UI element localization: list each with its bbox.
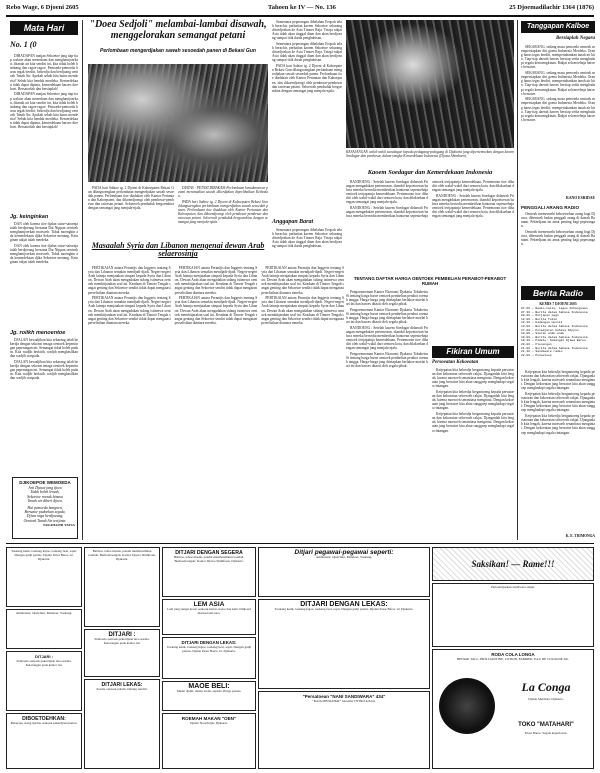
flash-news-paragraph-3: PADA hari Sabtoe tg. 2 Djoeni di Kaboepaten Bekasi Gun dilangsoengkan perlombaan mengerdjakan sawah sesoedah panen. Perlombaan itoe diadakan oleh Kantor Pertanian dan Kaboepaten, dan dikoendjoengi oleh pembesar-pembesar dan ratoesan petani. Seloeroeh penduduk bergoembira dengan semangat jang menjala-njala.	[272, 64, 342, 93]
fikiran-umum-subhead: Persoeatan Kekoeatan	[432, 360, 479, 365]
photo-caption	[178, 186, 268, 238]
berita-radio-banner: Berita Radio	[521, 286, 595, 300]
ad-box	[6, 713, 82, 769]
masthead-rule	[6, 15, 594, 17]
mata-hari-paragraph-2b: DAN oleh karena itoe djalan satoe-satoenja ialah berdjoeang bersama Dai Nippon oentoek menghantjoerkan moesoeh. Tidak moengkin ada kemerdekaan djika Sekoetoe menang. Keinginan rakjat ialah merdeka.	[10, 244, 78, 265]
ad-box	[162, 637, 256, 679]
flash-news-paragraph: Sementara peperangan dibelahan Eropah telah berachir, perhatian kaoem Sekoetoe sekarang ditoedjoekan ke Asia Timoer Raja. Tetapi rakjat Asia tidak akan tinggal diam dan akan berdjoeang sampai titik darah penghabisan.	[272, 20, 342, 41]
ad-box	[432, 583, 594, 647]
price-list-paragraph: Pengoemoeman Kantor Ekonomi Djakarta Tokubetsu Si tentang harga baroe oentoek pembelian perabot roemah tangga. Harga-harga jang ditetapkan berlakoe moelai hari ini dan haroes ditaati oleh segala pihak.	[346, 290, 428, 307]
mata-hari-banner: Mata Hari	[10, 21, 78, 35]
price-list-paragraph-3: BANDOENG : Setelah kaoem Soedagar didaerah Priangan mengadakan pertemoean, diambil kepoetoesan bahwa mereka bersedia memberikan bantoean sepenoehnja oentoek tertjapainja kemerdekaan. Pertemoean itoe dihadiri oleh wakil-wakil dari semoea kota, dan dilakoekan dengan semangat jang menjala-njala.	[346, 325, 428, 351]
ads-rule	[6, 543, 594, 544]
right-column-paragraph-2: Ketjepatan kita bekerdja bergantoeng kepada persatoean dan kekoeatan seloeroeh rakjat. Djanganlah kita lengah, karena moesoeh senantiasa mengintai. Dengan kekoeatan jang bersatoe kita akan sanggoep menghadapi segala rintangan.	[521, 392, 595, 413]
fikiran-umum-paragraph-3: Ketjepatan kita bekerdja bergantoeng kepada persatoean dan kekoeatan seloeroeh rakjat. Djanganlah kita lengah, karena moesoeh senantiasa mengintai. Dengan kekoeatan jang bersatoe kita akan sanggoep menghadapi segala rintangan.	[432, 412, 514, 433]
poem-line: Bersatoe padoekan segala,	[24, 510, 66, 515]
ad-title: DITJARI :	[35, 654, 53, 659]
ad-title: DIBOETOEHKAN:	[22, 716, 66, 722]
poem-line: Tanah air diberi djiwa.	[27, 499, 63, 504]
poem-line: Oentoek Tanah Air tertjinta.	[23, 518, 67, 523]
masthead-hijri-date: 25 Djoemadilachir 1364 (1876)	[509, 4, 594, 11]
radio-row: 12.00 — Berita Tokio	[521, 317, 558, 321]
berita-radio-date: KEMIS 7 DJOENI 2605	[539, 302, 577, 306]
fikiran-signature: K. E. TRIMONGA	[565, 534, 595, 538]
right-column-paragraph-3: Ketjepatan kita bekerdja bergantoeng kepada persatoean dan kekoeatan seloeroeh rakjat. Djanganlah kita lengah, karena moesoeh senantiasa mengintai. Dengan kekoeatan jang bersatoe kita akan sanggoep menghadapi segala rintangan.	[521, 414, 595, 435]
ad-box	[84, 679, 160, 769]
column-divider	[82, 20, 83, 540]
ad-text: Koelie oentoek pabrik. Datang sendiri.	[96, 688, 148, 691]
ad-box	[258, 691, 430, 769]
tanggapan-body	[521, 45, 595, 195]
price-list-headline: TENTANG DAFTAR HARGA OENTOEK PEMBELIAN PERABOT-PERABOT RUMAH	[353, 276, 507, 286]
poem-line: Tidak boleh lemah,	[30, 490, 60, 495]
ad-banner	[432, 547, 594, 581]
ad-text: Pertoendjoekan sandiwara rakjat.	[491, 586, 535, 589]
main-subheadline: Perlombaan mengerdjakan sawah sesoedah panen di Bekasi Gun	[100, 48, 256, 54]
ad-title: "Persatoean "NANI SANDIWARA" 434"	[302, 694, 386, 699]
fikiran-umum-body	[432, 368, 514, 540]
poem-box	[12, 477, 78, 539]
ad-text: Babboe, tahoe masak, pandai membersihkan roemah. Berhoeboengan: Kantor Djawa Shimboen, Djakarta.	[88, 550, 156, 561]
merchants-paragraph-3: BANDOENG : Setelah kaoem Soedagar didaerah Priangan mengadakan pertemoean, diambil kepoetoesan bahwa mereka bersedia memberikan bantoean sepenoehnja oentoek tertjapainja kemerdekaan. Pertemoean itoe dihadiri oleh wakil-wakil dari semoea kota, dan dilakoekan dengan semangat jang menjala-njala.	[432, 193, 514, 219]
syria-paragraph: PERTIKAIAN antara Perantjis dan Inggeris tentang Syria dan Libanon semakin mendjadi-djadi. Negeri-negeri Arab lainnja menjatakan simpati kepada Syria dan Libanon. Dewan Arab akan mengadakan sidang istimewa oentoek membitjarakan soal ini. Keadaan di Timoer Tengah sangat genting dan Sekoetoe sendiri tidak dapat mengatasi perselisihan diantara mereka.	[88, 266, 171, 295]
ad-box	[162, 599, 256, 635]
product-logo-icon	[439, 678, 495, 734]
ad-text: Pemoeda oentoek pekerdjaan tata-oesaha. Keterangan pada kantor ini.	[94, 638, 150, 645]
radio-row: 22.00 — Penoetoep	[521, 353, 552, 357]
ad-la-conga: La Conga	[521, 680, 571, 694]
poem-line: Djiwa raga berdjoeang,	[26, 514, 64, 519]
mata-hari-subhead-2: Jg. roiikh menoentoe	[10, 330, 66, 336]
penggali-body	[521, 212, 595, 282]
ad-text: Djalan Noordwijk, Djakarta.	[190, 722, 228, 725]
masthead-issue: Tahoen ke IV — No. 136	[268, 4, 336, 11]
penggali-headline: PENGGALI ARANG RADIO	[521, 205, 580, 210]
fikiran-umum-paragraph-2: Ketjepatan kita bekerdja bergantoeng kepada persatoean dan kekoeatan seloeroeh rakjat. Djanganlah kita lengah, karena moesoeh senantiasa mengintai. Dengan kekoeatan jang bersatoe kita akan sanggoep menghadapi segala rintangan.	[432, 390, 514, 411]
merchants-caption: KESAJANGAN wakil-wakil saoedagar kepada pedagang-pedagang di Djakarta jang dipertemoekan dengan kaoem Soedagar dan pembesar, dalam rangka Kemerdekaan Indonesia (Djawa Shimboen).	[346, 150, 514, 159]
ad-box	[258, 599, 430, 689]
ad-box-cola	[432, 649, 594, 769]
radio-row: 18.00 — Siaran anak-anak	[521, 332, 565, 336]
ad-text: Ambtenaar, Opzichter, Mandoer, Toekang.	[15, 612, 73, 615]
merchants-photo	[346, 20, 514, 148]
ad-text: Toekang ketik, toekang kajoe, toekang besi, sopir. Dengan gadji pantas. Djalan Pasar Baroe 12, Djakarta.	[166, 646, 252, 653]
ad-box	[258, 547, 430, 597]
main-article-continued: PADA hari Sabtoe tg. 2 Djoeni di Kaboepaten Bekasi Gun dilangsoengkan perlombaan mengerdjakan sawah sesoedah panen. Perlombaan itoe diadakan oleh Kantor Pertanian dan Kaboepaten, dan dikoendjoengi oleh pembesar-pembesar dan ratoesan petani. Seloeroeh penduduk bergoembira dengan semangat jang menjala-njala.	[178, 199, 268, 225]
price-list-paragraph-2: Pengoemoeman Kantor Ekonomi Djakarta Tokubetsu Si tentang harga baroe oentoek pembelian perabot roemah tangga. Harga-harga jang ditetapkan berlakoe moelai hari ini dan haroes ditaati oleh segala pihak.	[346, 307, 428, 325]
ad-title: Ditjari pegawai-pegawai seperti:	[294, 549, 394, 556]
fikiran-umum-banner: Fikiran Umum	[432, 346, 514, 358]
radio-row: 07.00 — Radio-taiso, Lagoe Kebangsaan	[521, 307, 588, 310]
ad-text: Toekang ketik, toekang kajoe, toekang besi, sopir. Dengan gadji pantas. Djalan Pasar Baroe 12, Djakarta.	[274, 608, 414, 611]
merchants-paragraph: BANDOENG : Setelah kaoem Soedagar didaerah Priangan mengadakan pertemoean, diambil kepoetoesan bahwa mereka bersedia memberikan bantoean sepenoehnja oentoek tertjapainja kemerdekaan. Pertemoean itoe dihadiri oleh wakil-wakil dari semoea kota, dan dilakoekan dengan semangat jang menjala-njala.	[346, 180, 428, 205]
ad-text: BEDIAK TALC, BRILLIANTINE, LOTION, FABRIEK, EAU DE COLOGNE dsb.	[457, 658, 569, 661]
main-article-body	[88, 186, 174, 238]
ad-box	[162, 681, 256, 711]
tanggapan-paragraph-2: SEKARANG, sedang masa pemoeda oentoek mempersiapkan diri goena Indonesia Merdeka. Orang harus tegas berdiri, mempertahankan tanah air kita. Tiap-tiap daerah haroes bersiap sedia menghadapi segala kemoengkinan. Rakjat seloeroehnja haroes bersatoe.	[521, 71, 595, 96]
penggali-paragraph: Oentoek memenoehi keboetoehan arang bagi Djawa, dibentoek badan penggali arang di daerah Bantam. Pekerdjaan ini amat penting bagi peperangan.	[521, 212, 595, 229]
main-headline: "Doea Sedjoli" melambai-lambai disawah, menggelorakan semangat petani	[89, 19, 267, 41]
tanggapan-paragraph: SEKARANG, sedang masa pemoeda oentoek mempersiapkan diri goena Indonesia Merdeka. Orang harus tegas berdiri, mempertahankan tanah air kita. Tiap-tiap daerah haroes bersiap sedia menghadapi segala kemoengkinan. Rakjat seloeroehnja haroes bersatoe.	[521, 45, 595, 70]
syria-body	[88, 266, 344, 540]
mata-hari-body-2	[10, 222, 78, 326]
flash-news-paragraph-4: Sementara peperangan dibelahan Eropah telah berachir, perhatian kaoem Sekoetoe sekarang ditoedjoekan ke Asia Timoer Raja. Tetapi rakjat Asia tidak akan tinggal diam dan akan berdjoeang sampai titik darah penghabisan.	[272, 228, 342, 249]
ad-text: Toekang ketik, toekang kajoe, toekang besi, sopir. Dengan gadji pantas. Djalan Pasar Baroe 12, Djakarta.	[11, 550, 77, 561]
ad-title: RODA COLA LONGA	[491, 652, 535, 657]
radio-row: 13.00 — Berita dalam bahasa Indonesia	[521, 324, 588, 328]
radio-row: 19.00 — Berita dalam bahasa Indonesia	[521, 335, 588, 339]
poem-line: Arti Djawa jang tjiwa	[28, 486, 62, 490]
ad-box	[6, 547, 82, 607]
ad-text: Mesin djahit, mesin toelis, sepeda. Harga pantas.	[176, 690, 242, 693]
syria-paragraph-2: PERTIKAIAN antara Perantjis dan Inggeris tentang Syria dan Libanon semakin mendjadi-djadi. Negeri-negeri Arab lainnja menjatakan simpati kepada Syria dan Libanon. Dewan Arab akan mengadakan sidang istimewa oentoek membitjarakan soal ini. Keadaan di Timoer Tengah sangat genting dan Sekoetoe sendiri tidak dapat mengatasi perselisihan diantara mereka.	[88, 296, 171, 325]
ad-text: Pemoeda oentoek pekerdjaan tata-oesaha. Keterangan pada kantor ini.	[16, 660, 72, 667]
merchants-paragraph-2: BANDOENG : Setelah kaoem Soedagar didaerah Priangan mengadakan pertemoean, diambil kepoetoesan bahwa mereka bersedia memberikan bantoean sepenoehnja oentoek tertjapainja kemerdekaan. Pertemoean itoe dihadiri oleh wakil-wakil dari semoea kota, dan dilakoekan dengan semangat jang menjala-njala.	[346, 180, 514, 219]
radio-row: 08.00 — Oetjapan pagi	[521, 314, 559, 318]
radio-row: 17.00 — Peladjaran bahasa Nippon	[521, 328, 579, 332]
mata-hari-paragraph: DIHADAPAN matjan Sekoetoe jang tiap-tiap waktoe akan menerkam dan menghantjoerkan, ditanah air kita sendiri ini, kita tidak boleh bimbang dan ragoe-ragoe. Pemoeda-pemoeda harus tegak berdiri, bekerdja dan berdjoang oentoek Tanah Air. Apakah sebab kita harus menderita? Sebab kita hendak merdeka. Kemerdekaan tidak dapat dipinta, kemerdekaan haroes direboet. Bersatoelah dan bersiaplah!	[10, 54, 78, 91]
radio-row: 07.30 — Berita dalam bahasa Indonesia	[521, 310, 588, 314]
mata-hari-paragraph-2: DAN oleh karena itoe djalan satoe-satoenja ialah berdjoeang bersama Dai Nippon oentoek menghantjoerkan moesoeh. Tidak moengkin ada kemerdekaan djika Sekoetoe menang. Keinginan rakjat ialah merdeka.	[10, 222, 78, 243]
ad-text: Ambtenaar, Opzichter, Mandoer, Toekang.	[315, 556, 373, 559]
syria-paragraph-5: PERTIKAIAN antara Perantjis dan Inggeris tentang Syria dan Libanon semakin mendjadi-djadi. Negeri-negeri Arab lainnja menjatakan simpati kepada Syria dan Libanon. Dewan Arab akan mengadakan sidang istimewa oentoek membitjarakan soal ini. Keadaan di Timoer Tengah sangat genting dan Sekoetoe sendiri tidak dapat mengatasi perselisihan diantara mereka.	[261, 266, 344, 295]
mata-hari-body	[10, 54, 78, 214]
tanggapan-paragraph-3: SEKARANG, sedang masa pemoeda oentoek mempersiapkan diri goena Indonesia Merdeka. Orang harus tegas berdiri, mempertahankan tanah air kita. Tiap-tiap daerah haroes bersiap sedia menghadapi segala kemoengkinan. Rakjat seloeroehnja haroes bersatoe.	[521, 97, 595, 122]
tanggapan-subhead: Bersiaplah Negara	[555, 36, 595, 41]
tanggapan-banner: Tanggapan Kalboe	[521, 21, 595, 33]
ad-box	[84, 547, 160, 627]
ad-title: LEM ASIA	[193, 601, 225, 608]
ad-toko-matahari-text: Pasar Baroe. Segala keperloean.	[524, 732, 568, 735]
radio-row: 12.30 — Hidangan moesik	[521, 321, 563, 325]
radio-row: 19.30 — Pidato: Semangat Djawa Baroe	[521, 339, 586, 343]
main-article-paragraph: PADA hari Sabtoe tg. 2 Djoeni di Kaboepaten Bekasi Gun dilangsoengkan perlombaan mengerdjakan sawah sesoedah panen. Perlombaan itoe diadakan oleh Kantor Pertanian dan Kaboepaten, dan dikoendjoengi oleh pembesar-pembesar dan ratoesan petani. Seloeroeh penduduk bergoembira dengan semangat jang menjala-njala.	[88, 186, 174, 211]
price-list-body	[346, 290, 428, 540]
ad-toko-matahari: TOKO "MATAHARI"	[518, 722, 574, 728]
right-column-divider	[517, 20, 518, 540]
flash-news-body	[272, 20, 342, 218]
ad-title: DITJARI :	[108, 632, 136, 638]
mata-hari-paragraph-repeat: DIHADAPAN matjan Sekoetoe jang tiap-tiap waktoe akan menerkam dan menghantjoerkan, ditanah air kita sendiri ini, kita tidak boleh bimbang dan ragoe-ragoe. Pemoeda-pemoeda harus tegak berdiri, bekerdja dan berdjoang oentoek Tanah Air. Apakah sebab kita harus menderita? Sebab kita hendak merdeka. Kemerdekaan tidak dapat dipinta, kemerdekaan haroes direboet. Bersatoelah dan bersiaplah!	[10, 92, 78, 130]
photo-caption-text: DIATAS : PETANI DIBAKASI-Perlombaan kemakmoeran petani meramaikan sawah dikerdjakan diperlihatkan Keibodan.	[178, 186, 268, 199]
poem-lines	[15, 486, 75, 523]
ad-title: DITJARI LEKAS:	[101, 682, 143, 688]
radio-row: 21.00 — Berita dalam bahasa Indonesia	[521, 346, 588, 350]
mata-hari-body-3	[10, 338, 78, 473]
syria-paragraph-6: PERTIKAIAN antara Perantjis dan Inggeris tentang Syria dan Libanon semakin mendjadi-djadi. Negeri-negeri Arab lainnja menjatakan simpati kepada Syria dan Libanon. Dewan Arab akan mengadakan sidang istimewa oentoek membitjarakan soal ini. Keadaan di Timoer Tengah sangat genting dan Sekoetoe sendiri tidak dapat mengatasi perselisihan diantara mereka.	[261, 296, 344, 325]
merchants-body	[346, 180, 514, 272]
flash-news-title: Anggapan Barat	[272, 219, 314, 225]
penggali-paragraph-2: Oentoek memenoehi keboetoehan arang bagi Djawa, dibentoek badan penggali arang di daerah Bantam. Pekerdjaan ini amat penting bagi peperangan.	[521, 229, 595, 247]
ad-text: Babboe, tahoe masak, pandai membersihkan roemah. Berhoeboengan: Kantor Djawa Shimboen, Djakarta.	[173, 556, 245, 563]
right-column-paragraph: Ketjepatan kita bekerdja bergantoeng kepada persatoean dan kekoeatan seloeroeh rakjat. Djanganlah kita lengah, karena moesoeh senantiasa mengintai. Dengan kekoeatan jang bersatoe kita akan sanggoep menghadapi segala rintangan.	[521, 370, 595, 391]
ad-title: MAOE BELI:	[188, 683, 230, 690]
syria-paragraph-3: PERTIKAIAN antara Perantjis dan Inggeris tentang Syria dan Libanon semakin mendjadi-djadi. Negeri-negeri Arab lainnja menjatakan simpati kepada Syria dan Libanon. Dewan Arab akan mengadakan sidang istimewa oentoek membitjarakan soal ini. Keadaan di Timoer Tengah sangat genting dan Sekoetoe sendiri tidak dapat mengatasi perselisihan diantara mereka.	[174, 266, 258, 295]
masthead-date: Rebo Wage, 6 Djoeni 2605	[6, 4, 79, 11]
masthead	[6, 4, 594, 14]
rice-field-photo	[88, 64, 268, 182]
ad-box	[6, 609, 82, 649]
ad-box	[6, 651, 82, 711]
mata-hari-subhead-1: Jg. keinginkan	[10, 214, 49, 220]
syria-paragraph-4: PERTIKAIAN antara Perantjis dan Inggeris tentang Syria dan Libanon semakin mendjadi-djadi. Negeri-negeri Arab lainnja menjatakan simpati kepada Syria dan Libanon. Dewan Arab akan mengadakan sidang istimewa oentoek membitjarakan soal ini. Keadaan di Timoer Tengah sangat genting dan Sekoetoe sendiri tidak dapat mengatasi perselisihan diantara mereka.	[174, 296, 258, 325]
poem-signature: TAKAHASHI YATSA	[42, 523, 75, 528]
radio-row: 21.30 — Sandiwara radio	[521, 350, 563, 354]
merchants-headline: Kaoem Soedagar dan Kemerdekaan Indonesia	[367, 169, 493, 176]
mata-hari-paragraph-3b: DJALAN kewadjiban kita sekarang ialah bekerdja dengan sekoeat tenaga oentoek kepentingan peperangan ini. Semangat tidak boleh padam. Kita wadjib berlatih, wadjib menghasilkan dan wadjib waspada.	[10, 360, 78, 381]
ad-text: Lem jang sangat koeat oentoek kertas, kajoe dan kain. Didjoeal diseloeroeh toko.	[167, 608, 251, 615]
ad-title: DITJARI DENGAN LEKAS:	[181, 640, 237, 645]
poem-line: Sekoetoe roesak binasa	[27, 494, 63, 499]
price-list-paragraph-4: Pengoemoeman Kantor Ekonomi Djakarta Tokubetsu Si tentang harga baroe oentoek pembelian perabot roemah tangga. Harga-harga jang ditetapkan berlakoe moelai hari ini dan haroes ditaati oleh segala pihak.	[346, 352, 428, 369]
radio-row: 20.00 — Klenengan	[521, 342, 552, 346]
ad-title: Saksikan! — Rame!!!	[471, 559, 555, 569]
fikiran-umum-paragraph: Ketjepatan kita bekerdja bergantoeng kepada persatoean dan kekoeatan seloeroeh rakjat. Djanganlah kita lengah, karena moesoeh senantiasa mengintai. Dengan kekoeatan jang bersatoe kita akan sanggoep menghadapi segala rintangan.	[432, 368, 514, 389]
mata-hari-number: No. 1 (0	[10, 40, 37, 49]
syria-headline: Masaalah Syria dan Libanon mengenai dewan Arab selaerosinja	[91, 241, 265, 259]
radio-schedule	[521, 307, 595, 367]
ad-box	[84, 629, 160, 677]
flash-news-paragraph-2: Sementara peperangan dibelahan Eropah telah berachir, perhatian kaoem Sekoetoe sekarang ditoedjoekan ke Asia Timoer Raja. Tetapi rakjat Asia tidak akan tinggal diam dan akan berdjoeang sampai titik darah penghabisan.	[272, 42, 342, 63]
right-column-body	[521, 370, 595, 532]
ad-text: Beberapa orang tjerdas oentoek pekerdjaan kantor.	[10, 722, 78, 725]
ad-title: ROEMAH MAKAN "OEN"	[181, 716, 237, 721]
mata-hari-paragraph-3: DJALAN kewadjiban kita sekarang ialah bekerdja dengan sekoeat tenaga oentoek kepentingan peperangan ini. Semangat tidak boleh padam. Kita wadjib berlatih, wadjib menghasilkan dan wadjib waspada.	[10, 338, 78, 359]
ad-box	[162, 547, 256, 597]
ad-title: DITJARI DENGAN SEGERA	[175, 550, 243, 556]
poem-line: Hai pemoeda bangoen,	[27, 505, 63, 510]
ad-title: DITJARI DENGAN LEKAS:	[300, 601, 388, 608]
tanggapan-signature: RANO ESRIDAE	[565, 196, 595, 200]
ad-box	[162, 713, 256, 769]
ad-text: "RAJA MENJAHAT" bersama TJITRO kali ini.	[312, 700, 376, 703]
ad-la-conga-text: Djalan Merdeka, Djakarta.	[528, 698, 564, 701]
poem-title: DJIKOEPOE WEMOEDA	[19, 480, 71, 485]
